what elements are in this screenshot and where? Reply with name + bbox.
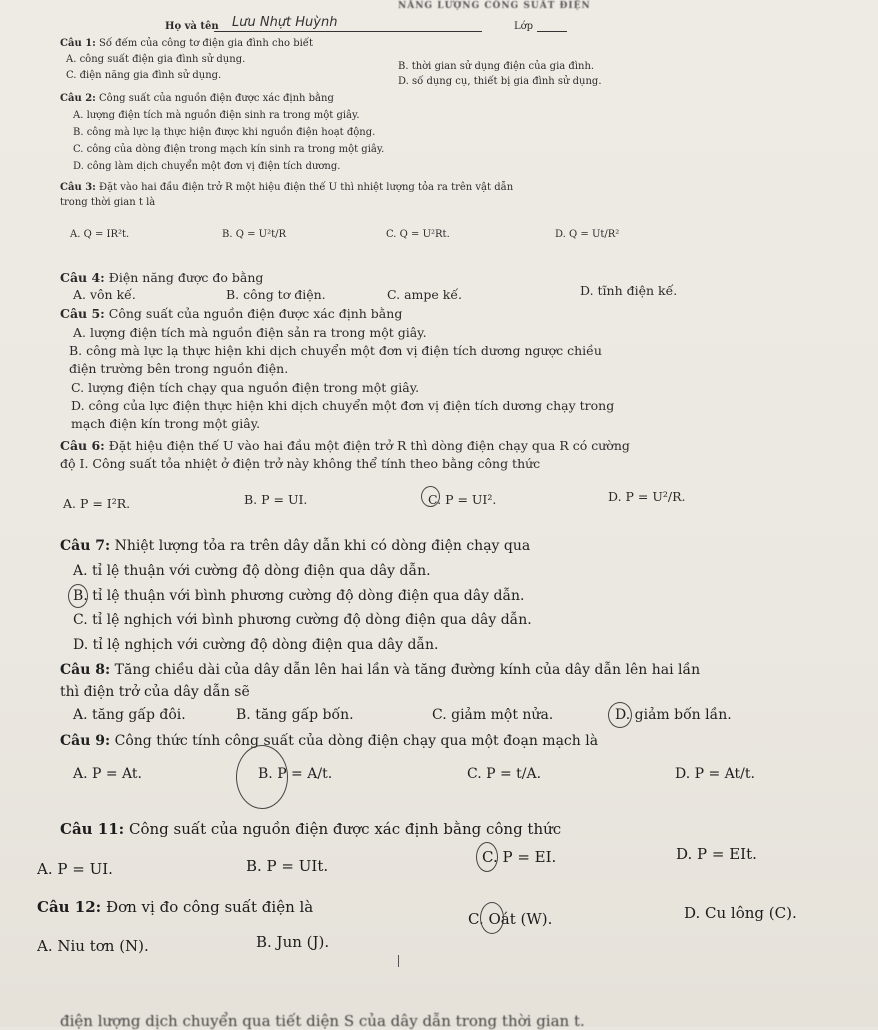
option-7b: B. tỉ lệ thuận với bình phương cường độ dòng điện qua dây dẫn. xyxy=(73,588,525,604)
option-5b-cont: điện trường bên trong nguồn điện. xyxy=(69,361,289,376)
name-value: Lưu Nhựt Huỳnh xyxy=(232,15,338,30)
top-title: NĂNG LƯỢNG CÔNG SUẤT ĐIỆN xyxy=(398,1,591,11)
option-4a: A. vôn kế. xyxy=(73,287,136,302)
answer-circle-8d xyxy=(608,702,632,728)
option-12c: C. Oát (W). xyxy=(468,910,553,928)
option-11c: C. P = EI. xyxy=(482,848,557,866)
footer-cutoff-text: điện lượng dịch chuyển qua tiết diện S của dây dẫn trong thời gian t. xyxy=(60,1012,585,1030)
option-9a: A. P = At. xyxy=(73,766,143,782)
option-5d-cont: mạch điện kín trong một giây. xyxy=(71,416,261,431)
question-2: Câu 2: Công suất của nguồn điện được xác định bằng xyxy=(60,93,334,104)
divider-tick xyxy=(398,955,399,967)
option-8c: C. giảm một nửa. xyxy=(432,707,554,723)
option-9b: B. P = A/t. xyxy=(258,766,333,782)
question-8-line2: thì điện trở của dây dẫn sẽ xyxy=(60,684,250,700)
question-4: Câu 4: Điện năng được đo bằng xyxy=(60,270,264,285)
option-8d: D. giảm bốn lần. xyxy=(615,707,732,723)
option-3a: A. Q = IR²t. xyxy=(70,229,130,240)
option-12d: D. Cu lông (C). xyxy=(684,904,797,922)
option-11b: B. P = UIt. xyxy=(246,857,329,875)
option-1d: D. số dụng cụ, thiết bị gia đình sử dụng. xyxy=(398,76,602,87)
option-4d: D. tĩnh điện kế. xyxy=(580,283,678,298)
option-12a: A. Niu tơn (N). xyxy=(37,937,149,955)
option-6d: D. P = U²/R. xyxy=(608,489,686,504)
question-6-line1: Câu 6: Đặt hiệu điện thế U vào hai đầu một điện trở R thì dòng điện chạy qua R có cường xyxy=(60,438,630,453)
question-8-line1: Câu 8: Tăng chiều dài của dây dẫn lên hai lần và tăng đường kính của dây dẫn lên hai lần xyxy=(60,662,701,678)
option-2c: C. công của dòng điện trong mạch kín sinh ra trong một giây. xyxy=(73,144,385,155)
option-6a: A. P = I²R. xyxy=(63,496,131,511)
question-9: Câu 9: Công thức tính công suất của dòng điện chạy qua một đoạn mạch là xyxy=(60,733,599,749)
option-4b: B. công tơ điện. xyxy=(226,287,326,302)
option-3d: D. Q = Ut/R² xyxy=(555,229,620,240)
option-3c: C. Q = U²Rt. xyxy=(386,229,450,240)
name-underline xyxy=(214,31,482,32)
option-6c: C. P = UI². xyxy=(428,492,497,507)
option-11d: D. P = EIt. xyxy=(676,845,757,863)
option-1b: B. thời gian sử dụng điện của gia đình. xyxy=(398,61,595,72)
answer-circle-9b xyxy=(236,745,288,809)
option-12b: B. Jun (J). xyxy=(256,933,330,951)
question-11: Câu 11: Công suất của nguồn điện được xác định bằng công thức xyxy=(60,820,562,838)
option-6b: B. P = UI. xyxy=(244,492,308,507)
answer-circle-12c xyxy=(480,902,504,934)
answer-circle-6c xyxy=(421,486,440,507)
option-5d: D. công của lực điện thực hiện khi dịch chuyển một đơn vị điện tích dương chạy trong xyxy=(71,398,615,413)
class-underline xyxy=(537,31,567,32)
option-1c: C. điện năng gia đình sử dụng. xyxy=(66,70,222,81)
option-7d: D. tỉ lệ nghịch với cường độ dòng điện qua dây dẫn. xyxy=(73,637,439,653)
option-9d: D. P = At/t. xyxy=(675,766,755,782)
option-11a: A. P = UI. xyxy=(37,860,113,878)
question-12: Câu 12: Đơn vị đo công suất điện là xyxy=(37,898,314,916)
answer-circle-11c xyxy=(476,842,498,872)
option-1a: A. công suất điện gia đình sử dụng. xyxy=(66,54,246,65)
option-5a: A. lượng điện tích mà nguồn điện sản ra trong một giây. xyxy=(73,325,427,340)
question-7: Câu 7: Nhiệt lượng tỏa ra trên dây dẫn khi có dòng điện chạy qua xyxy=(60,538,531,554)
question-5: Câu 5: Công suất của nguồn điện được xác định bằng xyxy=(60,306,403,321)
option-7a: A. tỉ lệ thuận với cường độ dòng điện qua dây dẫn. xyxy=(73,563,431,579)
option-7c: C. tỉ lệ nghịch với bình phương cường độ dòng điện qua dây dẫn. xyxy=(73,612,532,628)
option-2d: D. công làm dịch chuyển một đơn vị điện tích dương. xyxy=(73,161,341,172)
option-2b: B. công mà lực lạ thực hiện được khi nguồn điện hoạt động. xyxy=(73,127,376,138)
question-6-line2: độ I. Công suất tỏa nhiệt ở điện trở này không thể tính theo bằng công thức xyxy=(60,456,541,471)
option-8b: B. tăng gấp bốn. xyxy=(236,707,354,723)
option-9c: C. P = t/A. xyxy=(467,766,542,782)
option-8a: A. tăng gấp đôi. xyxy=(73,707,186,723)
name-label: Họ và tên xyxy=(165,21,219,32)
question-3-line2: trong thời gian t là xyxy=(60,197,156,208)
option-2a: A. lượng điện tích mà nguồn điện sinh ra trong một giây. xyxy=(73,110,360,121)
option-3b: B. Q = U²t/R xyxy=(222,229,286,240)
question-3-line1: Câu 3: Đặt vào hai đầu điện trở R một hiệu điện thế U thì nhiệt lượng tỏa ra trên vật dẫn xyxy=(60,182,514,193)
class-label: Lớp xyxy=(514,21,534,32)
question-1: Câu 1: Số đếm của công tơ điện gia đình cho biết xyxy=(60,38,313,49)
option-5b: B. công mà lực lạ thực hiện khi dịch chuyển một đơn vị điện tích dương ngược chiều xyxy=(69,343,602,358)
option-4c: C. ampe kế. xyxy=(387,287,462,302)
option-5c: C. lượng điện tích chạy qua nguồn điện trong một giây. xyxy=(71,380,420,395)
answer-circle-7b xyxy=(68,584,88,608)
